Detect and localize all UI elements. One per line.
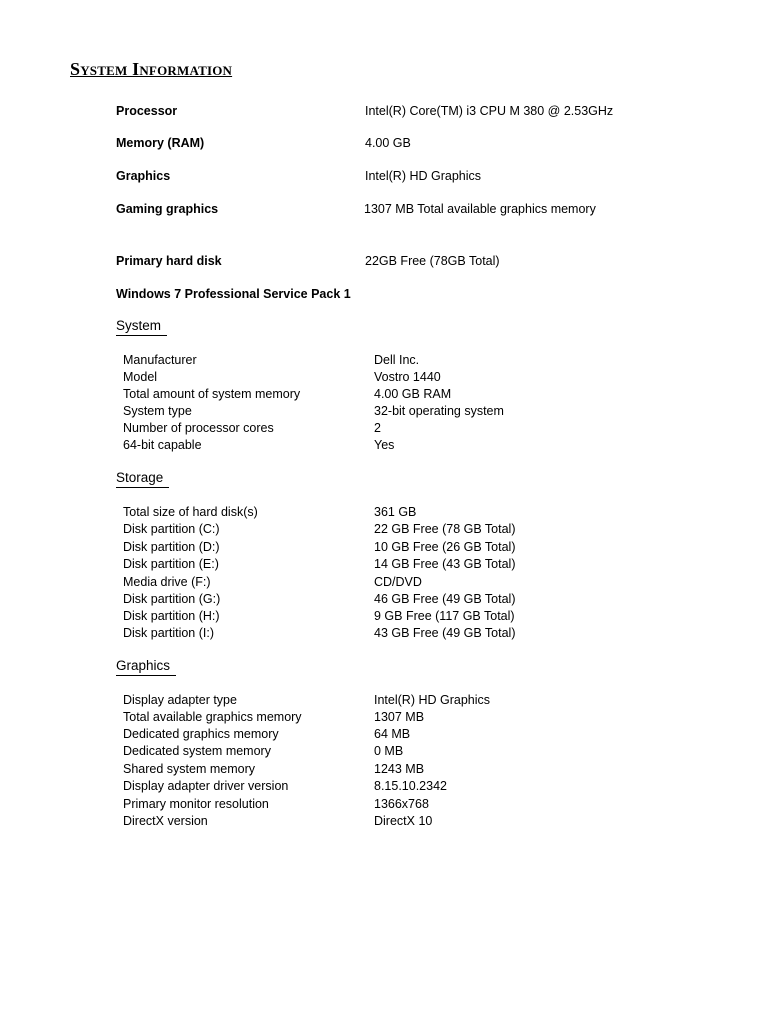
graphics-label: Dedicated graphics memory [123, 727, 279, 741]
system-value: 4.00 GB RAM [374, 387, 452, 401]
system-label: System type [123, 404, 192, 418]
storage-label: Disk partition (E:) [123, 557, 219, 571]
section-heading-storage: Storage [116, 469, 169, 488]
graphics-value: 0 MB [374, 744, 404, 758]
graphics-row [0, 725, 768, 743]
section-heading-system: System [116, 317, 167, 336]
os-version: Windows 7 Professional Service Pack 1 [116, 287, 351, 301]
graphics-value: 64 MB [374, 727, 411, 741]
system-value: Dell Inc. [374, 353, 420, 367]
summary-label: Graphics [116, 169, 171, 183]
storage-label: Disk partition (G:) [123, 592, 221, 606]
system-row [0, 402, 768, 420]
storage-row [0, 503, 768, 521]
graphics-value: 1307 MB [374, 710, 425, 724]
graphics-value: Intel(R) HD Graphics [374, 693, 490, 707]
summary-value: 4.00 GB [365, 136, 411, 150]
page-title: System Information [70, 59, 233, 79]
summary-row-primary-hard-disk [0, 252, 768, 270]
storage-value: 10 GB Free (26 GB Total) [374, 540, 516, 554]
storage-label: Total size of hard disk(s) [123, 505, 258, 519]
graphics-row [0, 742, 768, 760]
storage-label: Disk partition (C:) [123, 522, 220, 536]
graphics-label: Shared system memory [123, 762, 255, 776]
system-label: 64-bit capable [123, 438, 202, 452]
graphics-row [0, 691, 768, 709]
system-value: 32-bit operating system [374, 404, 504, 418]
system-row [0, 351, 768, 369]
storage-row [0, 555, 768, 573]
system-value: Yes [374, 438, 395, 452]
storage-value: CD/DVD [374, 575, 422, 589]
summary-label: Primary hard disk [116, 254, 222, 268]
graphics-row [0, 777, 768, 795]
summary-row-graphics [0, 167, 768, 185]
graphics-row [0, 760, 768, 778]
section-heading-graphics: Graphics [116, 657, 176, 676]
graphics-label: Dedicated system memory [123, 744, 271, 758]
system-row [0, 436, 768, 454]
summary-row-memory [0, 134, 768, 152]
graphics-row [0, 708, 768, 726]
storage-value: 361 GB [374, 505, 417, 519]
graphics-label: DirectX version [123, 814, 208, 828]
summary-label: Gaming graphics [116, 202, 219, 216]
graphics-value: 1366x768 [374, 797, 429, 811]
graphics-row [0, 795, 768, 813]
storage-label: Media drive (F:) [123, 575, 211, 589]
storage-row [0, 520, 768, 538]
storage-label: Disk partition (D:) [123, 540, 220, 554]
summary-label: Memory (RAM) [116, 136, 205, 150]
graphics-value: 8.15.10.2342 [374, 779, 447, 793]
summary-row-processor [0, 102, 768, 120]
storage-row [0, 590, 768, 608]
storage-value: 46 GB Free (49 GB Total) [374, 592, 516, 606]
system-row [0, 385, 768, 403]
storage-row [0, 538, 768, 556]
graphics-label: Display adapter driver version [123, 779, 289, 793]
graphics-value: DirectX 10 [374, 814, 433, 828]
system-value: Vostro 1440 [374, 370, 441, 384]
system-label: Total amount of system memory [123, 387, 301, 401]
storage-row [0, 573, 768, 591]
graphics-label: Total available graphics memory [123, 710, 302, 724]
storage-row [0, 607, 768, 625]
system-label: Number of processor cores [123, 421, 274, 435]
graphics-label: Primary monitor resolution [123, 797, 269, 811]
summary-value: Intel(R) HD Graphics [365, 169, 481, 183]
system-label: Manufacturer [123, 353, 197, 367]
summary-label: Processor [116, 104, 178, 118]
system-row [0, 368, 768, 386]
storage-value: 9 GB Free (117 GB Total) [374, 609, 515, 623]
summary-value: 22GB Free (78GB Total) [365, 254, 500, 268]
system-label: Model [123, 370, 158, 384]
summary-value: 1307 MB Total available graphics memory [364, 202, 596, 216]
storage-label: Disk partition (I:) [123, 626, 214, 640]
storage-value: 14 GB Free (43 GB Total) [374, 557, 516, 571]
graphics-label: Display adapter type [123, 693, 237, 707]
storage-value: 22 GB Free (78 GB Total) [374, 522, 516, 536]
summary-value: Intel(R) Core(TM) i3 CPU M 380 @ 2.53GHz [365, 104, 614, 118]
graphics-row [0, 812, 768, 830]
system-row [0, 419, 768, 437]
storage-value: 43 GB Free (49 GB Total) [374, 626, 516, 640]
system-value: 2 [374, 421, 381, 435]
graphics-value: 1243 MB [374, 762, 425, 776]
summary-row-gaming-graphics [0, 200, 768, 218]
storage-label: Disk partition (H:) [123, 609, 220, 623]
storage-row [0, 624, 768, 642]
